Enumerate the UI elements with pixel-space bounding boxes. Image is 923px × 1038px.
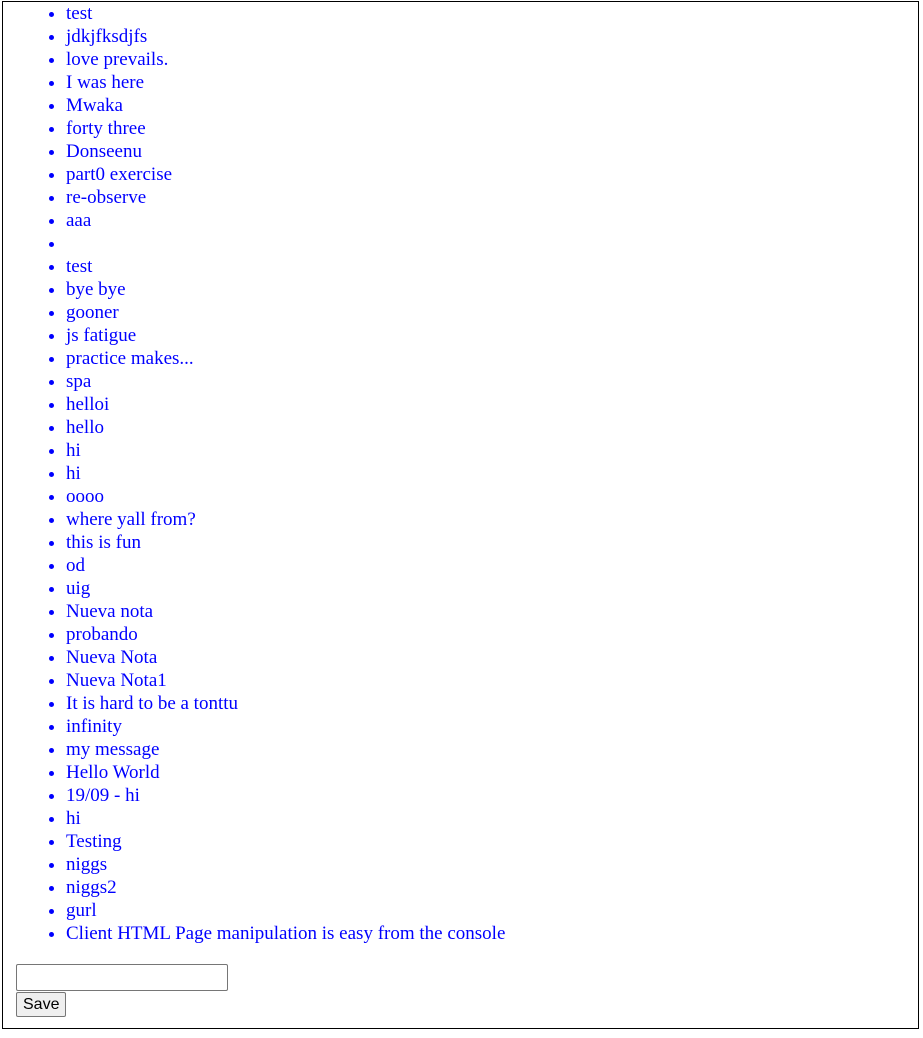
note-item: • oooo bbox=[66, 485, 918, 508]
note-item: • Donseenu bbox=[66, 140, 918, 163]
note-item: • Client HTML Page manipulation is easy from the console bbox=[66, 922, 918, 945]
note-item: • Nueva Nota1 bbox=[66, 669, 918, 692]
save-button[interactable]: Save bbox=[16, 992, 66, 1017]
note-item: • test bbox=[66, 2, 918, 25]
note-item: • practice makes... bbox=[66, 347, 918, 370]
note-item: • gooner bbox=[66, 301, 918, 324]
note-item: • hi bbox=[66, 439, 918, 462]
note-item: • niggs bbox=[66, 853, 918, 876]
note-form bbox=[16, 964, 228, 1017]
note-input[interactable] bbox=[16, 964, 228, 991]
note-item: • helloi bbox=[66, 393, 918, 416]
note-item: • hello bbox=[66, 416, 918, 439]
notes-list bbox=[3, 2, 918, 945]
note-item: • hi bbox=[66, 807, 918, 830]
note-item: • It is hard to be a tonttu bbox=[66, 692, 918, 715]
note-item: • love prevails. bbox=[66, 48, 918, 71]
note-item: • aaa bbox=[66, 209, 918, 232]
note-item: • jdkjfksdjfs bbox=[66, 25, 918, 48]
note-item: • Nueva nota bbox=[66, 600, 918, 623]
note-item: • uig bbox=[66, 577, 918, 600]
note-item: • forty three bbox=[66, 117, 918, 140]
note-item: • js fatigue bbox=[66, 324, 918, 347]
note-item: • 19/09 - hi bbox=[66, 784, 918, 807]
note-item: • this is fun bbox=[66, 531, 918, 554]
note-item: • niggs2 bbox=[66, 876, 918, 899]
note-item: • bye bye bbox=[66, 278, 918, 301]
note-item: • probando bbox=[66, 623, 918, 646]
note-item: • infinity bbox=[66, 715, 918, 738]
note-item: • re-observe bbox=[66, 186, 918, 209]
note-item: • gurl bbox=[66, 899, 918, 922]
note-item: • part0 exercise bbox=[66, 163, 918, 186]
note-item: • Nueva Nota bbox=[66, 646, 918, 669]
note-item: • where yall from? bbox=[66, 508, 918, 531]
note-item: • test bbox=[66, 255, 918, 278]
note-item: • hi bbox=[66, 462, 918, 485]
note-item: • I was here bbox=[66, 71, 918, 94]
page-container bbox=[2, 1, 919, 1029]
note-item bbox=[66, 232, 918, 255]
note-item: • my message bbox=[66, 738, 918, 761]
note-item: • Testing bbox=[66, 830, 918, 853]
note-item: • od bbox=[66, 554, 918, 577]
note-item: • Mwaka bbox=[66, 94, 918, 117]
note-item: • Hello World bbox=[66, 761, 918, 784]
note-item: • spa bbox=[66, 370, 918, 393]
